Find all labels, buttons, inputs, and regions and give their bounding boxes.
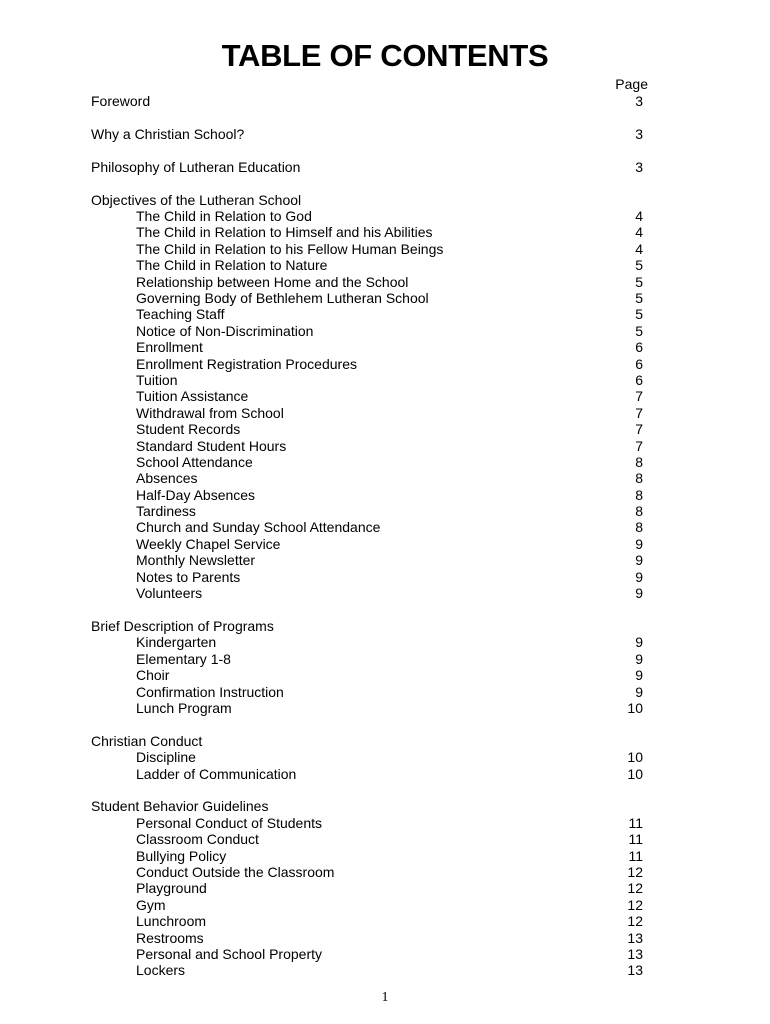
toc-entry-label: Personal Conduct of Students	[136, 814, 323, 831]
toc-section-heading	[91, 93, 647, 109]
toc-page-number: 12	[627, 880, 643, 897]
page-title: TABLE OF CONTENTS	[221, 38, 549, 73]
toc-entry-label: Conduct Outside the Classroom	[136, 864, 335, 881]
toc-entry-label: Discipline	[136, 749, 196, 766]
toc-entry-label: Notice of Non-Discrimination	[136, 322, 314, 339]
toc-section	[91, 93, 647, 109]
toc-heading-label: Christian Conduct	[91, 732, 203, 749]
toc-page-number: 11	[628, 814, 643, 831]
toc-entry-label: Volunteers	[136, 585, 203, 602]
toc-page-number: 11	[628, 831, 643, 848]
toc-page-number: 4	[635, 208, 643, 225]
toc-entry-label: Notes to Parents	[136, 568, 241, 585]
toc-heading-label: Why a Christian School?	[91, 125, 245, 142]
toc-heading-label: Objectives of the Lutheran School	[91, 191, 302, 208]
toc-page-number: 13	[627, 929, 643, 946]
toc-entry-label: Enrollment	[136, 339, 203, 356]
toc-page-number: 6	[635, 339, 643, 356]
toc-entry-label: Student Records	[136, 421, 241, 438]
toc-page-number: 9	[635, 568, 643, 585]
toc-page-number: 9	[635, 650, 643, 667]
toc-entry	[91, 470, 647, 486]
toc-entry	[91, 848, 647, 864]
toc-entry-label: Absences	[136, 470, 198, 487]
footer-page-number: 1	[381, 990, 389, 1005]
toc-entry	[91, 930, 647, 946]
toc-entry	[91, 667, 647, 683]
toc-entry	[91, 897, 647, 913]
toc-page-number: 6	[635, 355, 643, 372]
toc-page-number: 9	[635, 667, 643, 684]
toc-entry-label: Tuition	[136, 371, 178, 388]
toc-entry	[91, 356, 647, 372]
toc-entry	[91, 503, 647, 519]
toc-page-number: 3	[635, 93, 643, 109]
toc-section	[91, 126, 647, 142]
toc-entry-label: Monthly Newsletter	[136, 552, 256, 569]
toc-section-heading	[91, 798, 647, 814]
toc-page-number: 9	[635, 585, 643, 602]
toc-section-heading	[91, 192, 647, 208]
toc-page-number: 13	[627, 945, 643, 962]
toc-page-number: 6	[635, 371, 643, 388]
toc-page-number: 10	[627, 749, 643, 766]
toc-section	[91, 192, 647, 602]
toc-entry-label: Restrooms	[136, 929, 204, 946]
toc-entry	[91, 749, 647, 765]
toc-entry-label: Governing Body of Bethlehem Lutheran School	[136, 290, 429, 307]
toc-page-number: 7	[635, 388, 643, 405]
toc-entry	[91, 274, 647, 290]
toc-page-number: 7	[635, 437, 643, 454]
toc-entry	[91, 323, 647, 339]
toc-entry	[91, 552, 647, 568]
toc-section-heading	[91, 618, 647, 634]
toc-entry	[91, 388, 647, 404]
toc-section-heading	[91, 733, 647, 749]
toc-page-number: 8	[635, 519, 643, 536]
toc-entry-label: Personal and School Property	[136, 945, 322, 962]
toc-entry	[91, 585, 647, 601]
toc-entry	[91, 880, 647, 896]
toc-entry-label: Lunchroom	[136, 913, 207, 930]
toc-heading-label: Foreword	[91, 93, 151, 109]
toc-page-number: 13	[627, 962, 643, 979]
toc-page-number: 11	[628, 847, 643, 864]
toc-entry-label: Half-Day Absences	[136, 486, 256, 503]
toc-entry	[91, 536, 647, 552]
toc-entry	[91, 487, 647, 503]
toc-entry	[91, 224, 647, 240]
toc-page-number: 5	[635, 306, 643, 323]
toc-entry	[91, 519, 647, 535]
toc-entry-label: Lunch Program	[136, 699, 232, 716]
toc-page-number: 9	[635, 634, 643, 651]
toc-section	[91, 159, 647, 175]
toc-entry	[91, 438, 647, 454]
toc-page-number: 9	[635, 535, 643, 552]
toc-entry-label: Ladder of Communication	[136, 765, 297, 782]
toc-entry	[91, 946, 647, 962]
toc-entry	[91, 700, 647, 716]
toc-entry	[91, 421, 647, 437]
toc-entry-label: Bullying Policy	[136, 847, 227, 864]
toc-entry-label: Confirmation Instruction	[136, 683, 284, 700]
toc-page-number: 4	[635, 224, 643, 241]
toc-entry-label: Playground	[136, 880, 207, 897]
toc-entry-label: Choir	[136, 667, 170, 684]
toc-page-number: 7	[635, 421, 643, 438]
toc-page-number: 5	[635, 273, 643, 290]
table-of-contents	[91, 93, 647, 995]
toc-entry	[91, 684, 647, 700]
toc-heading-label: Student Behavior Guidelines	[91, 798, 269, 815]
toc-entry	[91, 454, 647, 470]
toc-page-number: 5	[635, 290, 643, 307]
toc-entry-label: Lockers	[136, 962, 186, 979]
toc-entry	[91, 208, 647, 224]
toc-entry	[91, 651, 647, 667]
toc-entry-label: Kindergarten	[136, 634, 217, 651]
toc-entry	[91, 815, 647, 831]
toc-entry-label: The Child in Relation to Himself and his Abilities	[136, 224, 433, 241]
toc-page-number: 8	[635, 453, 643, 470]
toc-entry	[91, 831, 647, 847]
toc-entry	[91, 306, 647, 322]
toc-page-number: 5	[635, 322, 643, 339]
toc-entry-label: Withdrawal from School	[136, 404, 284, 421]
toc-entry-label: Tuition Assistance	[136, 388, 249, 405]
toc-page-number: 7	[635, 404, 643, 421]
toc-page-number: 5	[635, 257, 643, 274]
toc-entry	[91, 372, 647, 388]
toc-page-number: 9	[635, 683, 643, 700]
toc-entry-label: Tardiness	[136, 503, 196, 520]
toc-heading-label: Philosophy of Lutheran Education	[91, 158, 301, 175]
toc-entry-label: Elementary 1-8	[136, 650, 231, 667]
toc-section-heading	[91, 159, 647, 175]
toc-section	[91, 733, 647, 782]
toc-entry-label: Enrollment Registration Procedures	[136, 355, 357, 372]
toc-section	[91, 618, 647, 716]
toc-entry-label: Standard Student Hours	[136, 437, 287, 454]
toc-page-number: 9	[635, 552, 643, 569]
toc-entry	[91, 569, 647, 585]
toc-page-number: 8	[635, 486, 643, 503]
toc-entry	[91, 257, 647, 273]
toc-page-number: 12	[627, 896, 643, 913]
toc-page-number: 3	[635, 125, 643, 142]
toc-entry	[91, 290, 647, 306]
toc-entry	[91, 634, 647, 650]
toc-entry-label: Teaching Staff	[136, 306, 225, 323]
toc-section	[91, 798, 647, 978]
toc-entry	[91, 913, 647, 929]
toc-page-number: 8	[635, 503, 643, 520]
toc-entry-label: Gym	[136, 896, 166, 913]
toc-entry-label: Weekly Chapel Service	[136, 535, 281, 552]
toc-page-number: 4	[635, 240, 643, 257]
toc-entry	[91, 962, 647, 978]
toc-page-number: 3	[635, 158, 643, 175]
toc-page-number: 12	[627, 864, 643, 881]
toc-entry-label: The Child in Relation to Nature	[136, 257, 328, 274]
toc-page-number: 10	[627, 699, 643, 716]
toc-entry-label: The Child in Relation to his Fellow Human Beings	[136, 240, 444, 257]
toc-page-number: 12	[627, 913, 643, 930]
toc-entry	[91, 864, 647, 880]
toc-entry-label: Classroom Conduct	[136, 831, 259, 848]
toc-section-heading	[91, 126, 647, 142]
toc-entry	[91, 339, 647, 355]
toc-entry	[91, 241, 647, 257]
toc-page-number: 8	[635, 470, 643, 487]
toc-entry-label: The Child in Relation to God	[136, 208, 312, 225]
toc-entry	[91, 766, 647, 782]
toc-entry-label: School Attendance	[136, 453, 253, 470]
toc-entry	[91, 405, 647, 421]
toc-entry-label: Church and Sunday School Attendance	[136, 519, 381, 536]
toc-entry-label: Relationship between Home and the School	[136, 273, 409, 290]
page-column-header: Page	[615, 76, 648, 92]
toc-page-number: 10	[627, 765, 643, 782]
toc-heading-label: Brief Description of Programs	[91, 617, 274, 634]
